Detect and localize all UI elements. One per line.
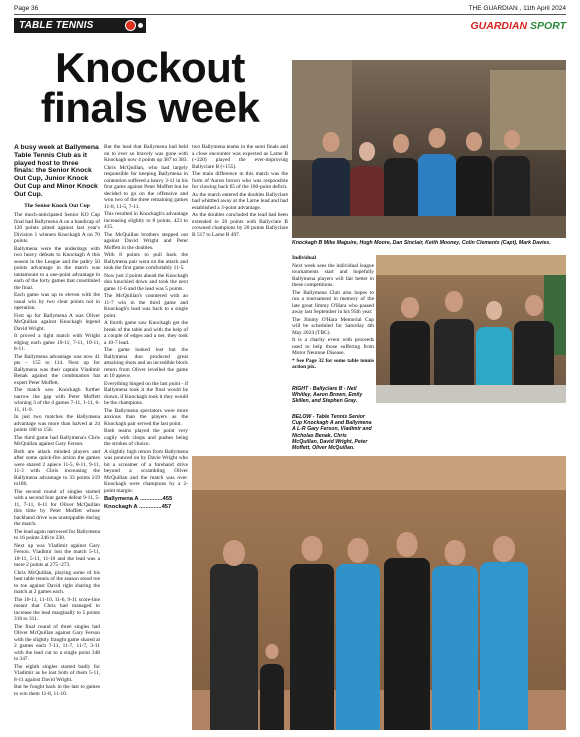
article-paragraph: The much-anticipated Senior KO Cup final had Ballymena A on a handicap of 120 points pitted against last year's Division 1 winners Knockagh A on 70 points. — [14, 212, 100, 245]
article-paragraph: It proved a tight match with Wright edging each game 10-11, 7-11, 10-11, 8-11. — [14, 333, 100, 353]
article-paragraph: Chris McQuillan, playing some of his best table tennis of the season stood toe to toe against David right sharing the match at 2 games each. — [14, 569, 100, 596]
article-paragraph: Everything hinged on the last point - if Ballymena took it the final would be drawn, if Knockagh took it they would be the champions. — [104, 380, 188, 406]
article-paragraph: The match saw Knockagh further narrow the gap with Peter Moffett winning 3 of the 4 games 7-11, 1-11, 6-11, 11-9. — [14, 387, 100, 413]
ping-pong-ball-small-icon — [138, 23, 143, 28]
article-paragraph: But the lead that Ballymena had held on to ever so bravely was gone with Knockagh now 4 points up 387 to 383. — [104, 144, 188, 163]
article-paragraph: The second round of singles started with a second four game defeat 9-11, 5-11, 7-11, 6-11 for Oliver McQuillan this time by Peter Moffett whose backhand drive was unstoppable during the match. — [14, 488, 100, 528]
brand-sport: SPORT — [530, 20, 566, 32]
see-more-note: * See Page 32 for some table tennis action pix. — [292, 357, 374, 370]
photo-ballyclare-b — [376, 255, 566, 403]
article-paragraph: two Ballymena teams in the semi finals and a close encounter was expected as Larne B (+220) played the ever-improving Ballyclare B (+155). — [192, 144, 288, 170]
brand-guardian: GUARDIAN — [470, 20, 528, 32]
article-paragraph: The eighth singles started badly for Vladimir as he lost both of them 5-11, 8-11 against David Wright. — [14, 663, 100, 683]
article-paragraph: But he fought back in the last to games to win them 11-8, 11-10. — [14, 684, 100, 697]
article-column-2 — [104, 144, 188, 510]
article-paragraph: With 8 points to pull back the Ballymena pair went on the attack and took the first game comfortably 11-5. — [104, 252, 188, 271]
article-paragraph: The Ballymena spectators were more anxious than the players as the Knockagh pair served the last point. — [104, 407, 188, 427]
article-column-4 — [292, 255, 374, 385]
page-header-line — [14, 3, 566, 13]
subhead-individual: Individual — [292, 255, 316, 261]
article-paragraph: First up for Ballymena A was Oliver McQuillan against Knockagh legend David Wright. — [14, 312, 100, 332]
article-paragraph: The Jimmy O'Hara Memorial Cup will be scheduled for Saturday 4th May 2024 (TBC). — [292, 316, 374, 336]
individual-paragraphs — [292, 263, 374, 357]
article-paragraph: The final round of three singles had Oliver McQuillan against Gary Ferson with the slightly fraught game shared at 2 games each 7-11, 11-7, 11-7, 3-11 with the lead cut to a single point 348 to 347. — [14, 623, 100, 663]
photo-senior-cup-teams — [192, 456, 566, 730]
column-1-paragraphs — [14, 212, 100, 697]
article-column-3 — [192, 144, 288, 354]
article-paragraph: Next up was Vladimir against Gary Ferson. Vladimir lost the match 5-11, 10-11, 5-11, 11-10 and the lead was a mere 2 points at 275 -273. — [14, 542, 100, 569]
article-paragraph: It is a charity event with proceeds used to help those suffering from Motor Neurone Disease. — [292, 337, 374, 356]
result-score: 457 — [161, 503, 172, 510]
headline: Knockout finals week — [40, 44, 260, 131]
column-3-paragraphs — [192, 144, 288, 238]
article-paragraph: Both teams played the point very cagily with chops and pushes being the strokes of choice. — [104, 428, 188, 447]
ping-pong-ball-icon — [125, 20, 136, 31]
result-line — [104, 504, 188, 511]
article-paragraph: A fourth game saw Knockagh get the break of the table and with the help of a couple of edges and a net, they took a 10-7 lead. — [104, 320, 188, 346]
article-paragraph: The game looked lost but the Ballymena duo produced great attacking shots and an incredible block return from Oliver levelled the game at 10 apiece. — [104, 347, 188, 379]
article-paragraph: Each game was up to eleven with the usual win by two clear points not in operation. — [14, 292, 100, 312]
article-paragraph: Both are attack minded players and after some quick-fire action the games were shared 2 apiece 11-5, 8-11, 9-11, 11-3 with Chris increasing the Ballymena advantage to 33 points 219 to186. — [14, 448, 100, 488]
article-paragraph: As the doubles concluded the lead had been extended to 20 points with Ballyclare B crowned champions by 20 points Ballyclare B 517 to Larne B 497. — [192, 212, 288, 238]
photo-knockagh-b — [292, 60, 566, 238]
article-paragraph: This resulted in Knockagh's advantage increasing slightly to 8 points, 423 to 415. — [104, 211, 188, 230]
article-intro: A busy week at Ballymena Table Tennis Club as it played host to three finals: the Senior Knock Out Cup, Junior Knock Out Cup and Minor Knock Out Cup. — [14, 144, 99, 198]
article-paragraph: The McQuillan brothers stepped out against David Wright and Peter Moffett in the doubles. — [104, 231, 188, 251]
article-paragraph: As the match entered the doubles Ballyclare had whittled away at the Larne lead and had established a 3-point advantage. — [192, 191, 288, 211]
result-team: Ballymena A .............. — [104, 496, 163, 502]
caption-photo-3: BELOW - Table Tennis Senior Cup Knockagh A and Ballymena A L-R Gary Ferson, Vladimir and Nicholas Benak, Chris McQuillan, David Wright, Peter Moffett, Oliver McQuillan. — [292, 414, 372, 452]
result-team: Knockagh A .............. — [104, 503, 162, 510]
guardian-sport-logo — [471, 20, 567, 32]
result-line — [104, 496, 188, 503]
article-paragraph: The lead again narrowed for Ballymena to 16 points 246 to 230. — [14, 528, 100, 542]
article-paragraph: Next week sees the individual league tournaments start and hopefully Ballymena players will fair better in these competitions. — [292, 262, 374, 288]
paper-dateline: THE GUARDIAN , 11th April 2024 — [468, 4, 566, 12]
header-rule — [14, 14, 566, 15]
page-number: Page 36 — [14, 4, 39, 12]
senior-cup-results — [104, 496, 188, 510]
article-paragraph: Now just 2 points ahead the Knockagh duo knuckled down and took the next game 11-6 and the lead was 5 points. — [104, 272, 188, 292]
article-paragraph: The 10-11, 11-10, 11-6, 9-11 score-line meant that Chris had managed to increase the lead marginally to 5 points 316 to 311. — [14, 596, 100, 623]
section-banner — [14, 18, 146, 33]
article-paragraph: The third game had Ballymena's Chris McQuillan against Gary Ferson. — [14, 434, 100, 448]
article-column-1 — [14, 144, 100, 729]
article-paragraph: Ballymena were the underdogs with two heavy defeats to Knockagh A this season in the League and the paltry 50 points advantage in the match was tantamount to a one-point advantage in each of the forty games that constituted the final. — [14, 245, 100, 291]
article-paragraph: The Ballymena advantage was now 41 pts – 155 to 114. Next up for Ballymena was their captain Vladimir Benak against the combination hat expert Peter Moffett. — [14, 353, 100, 386]
article-paragraph: In just two matches the Ballymena advantage was more than halved at 24 points 180 to 156. — [14, 414, 100, 434]
article-paragraph: The Ballymena Club also hopes to run a tournament in memory of the late great Jimmy O'Hara who passed away last September in his 95th year. — [292, 289, 374, 315]
section-tag: TABLE TENNIS — [19, 20, 94, 31]
column-2-paragraphs — [104, 144, 188, 494]
article-paragraph: Chris McQuillan, who had largely responsible for keeping Ballymena in contention suffered a heavy 3-11 in his first game against Peter Moffett but he decided to go on the offensive and won two of the three remaining games 11-8, 11-5, 7-11. — [104, 164, 188, 210]
caption-photo-1: Knockagh B Mike Maguire, Hugh Moore, Dan Sinclair, Keith Mooney, Colin Clements (Capt), Mark Davies. — [292, 240, 551, 246]
caption-photo-2: RIGHT - Ballyclare B - Neil Whitley, Aaron Brown, Emily Skillen, and Stephen Gray. — [292, 386, 363, 405]
result-score: 455 — [162, 496, 173, 502]
article-paragraph: The McQuillan's countered with an 11-7 win in the third game and Knockagh's lead was back to a single point. — [104, 293, 188, 319]
subhead-senior-cup: The Senior Knock Out Cup — [24, 202, 90, 209]
article-paragraph: The main difference in this match was the form of Aaron brown who was responsible for clawing back 65 of the 100-point deficit. — [192, 171, 288, 190]
article-paragraph: A slightly high return from Ballymena was pounced on by Davie Wright who hit a screamer of a forehand drive beyond a scrambling Oliver McQuillan and the match was over. Knockagh were champions by a 2-point margin: — [104, 448, 188, 494]
